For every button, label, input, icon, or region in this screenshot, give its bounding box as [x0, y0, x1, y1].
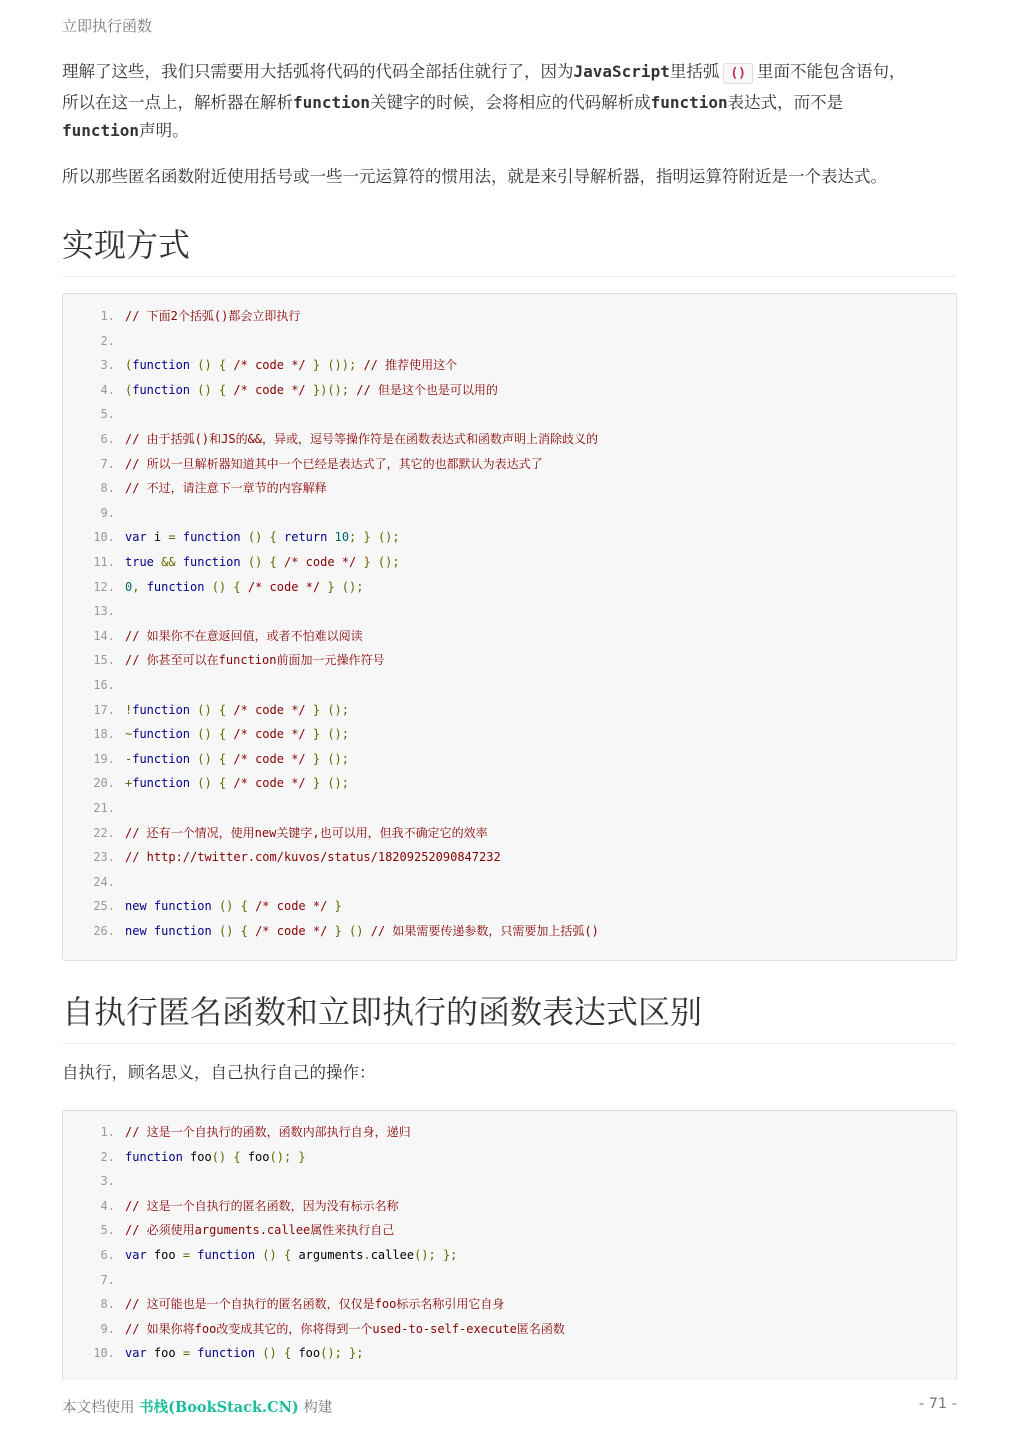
code-line	[63, 675, 956, 695]
code-text: +function () { /* code */ } ();	[125, 776, 349, 791]
code-text: ~function () { /* code */ } ();	[125, 727, 349, 742]
code-line	[63, 503, 956, 523]
code-line	[63, 478, 956, 498]
line-number: 8.	[100, 1297, 115, 1312]
line-number: 12.	[93, 579, 115, 594]
line-number: 15.	[93, 653, 115, 668]
footer-prefix: 本文档使用	[62, 1400, 135, 1416]
line-number: 2.	[100, 333, 115, 348]
code-line	[63, 1245, 956, 1265]
line-number: 3.	[100, 1174, 115, 1189]
line-number: 10.	[93, 1346, 115, 1361]
line-number: 11.	[93, 555, 115, 569]
line-number: 18.	[93, 727, 115, 742]
code-keyword: function	[650, 92, 728, 112]
code-text: // 必须使用arguments.callee属性来执行自己	[125, 1223, 395, 1238]
code-line	[63, 724, 956, 744]
code-keyword: JavaScript	[573, 62, 670, 81]
line-number: 2.	[100, 1149, 115, 1164]
section-heading-difference: 自执行匿名函数和立即执行的函数表达式区别	[62, 987, 957, 1044]
code-line	[63, 454, 956, 474]
line-number: 7.	[100, 1272, 115, 1287]
code-text: // 所以一旦解析器知道其中一个已经是表达式了，其它的也都默认为表达式了	[125, 456, 543, 471]
line-number: 17.	[93, 702, 115, 717]
code-text: // 由于括弧()和JS的&&，异或，逗号等操作符是在函数表达式和函数声明上消除歧义的	[125, 432, 599, 446]
text: 里面不能包含语句，	[756, 62, 906, 81]
code-text: // 还有一个情况，使用new关键字,也可以用，但我不确定它的效率	[125, 825, 488, 840]
code-keyword: function	[62, 121, 140, 140]
inline-code: ()	[723, 63, 753, 84]
line-number: 4.	[100, 382, 115, 397]
code-text: 0, function () { /* code */ } ();	[125, 579, 364, 594]
footer-suffix: 构建	[303, 1400, 333, 1416]
code-line	[63, 404, 956, 424]
code-block-self-execute	[62, 1110, 957, 1380]
line-number: 13.	[93, 604, 115, 619]
code-line	[63, 552, 956, 572]
code-line	[63, 1122, 956, 1142]
code-line	[63, 1270, 956, 1290]
code-line	[63, 331, 956, 351]
code-line	[63, 773, 956, 793]
code-line	[63, 355, 956, 375]
code-line	[63, 1171, 956, 1191]
line-number: 24.	[93, 874, 115, 889]
code-text: true && function () { /* code */ } ();	[125, 555, 400, 569]
code-line	[63, 1343, 956, 1363]
code-line	[63, 527, 956, 547]
code-text: // 这是一个自执行的函数，函数内部执行自身，递归	[125, 1125, 411, 1139]
code-text: (function () { /* code */ })(); // 但是这个也是可以用的	[125, 382, 498, 397]
code-text: // 这可能也是一个自执行的匿名函数，仅仅是foo标示名称引用它自身	[125, 1297, 505, 1312]
code-line	[63, 429, 956, 449]
code-text: // 不过，请注意下一章节的内容解释	[125, 481, 327, 496]
text: 关键字的时候，会将相应的代码解析成	[370, 92, 651, 112]
code-line	[63, 798, 956, 818]
code-line	[63, 1147, 956, 1167]
code-block-implementation	[62, 293, 957, 961]
line-number: 20.	[93, 776, 115, 791]
code-text: function foo() { foo(); }	[125, 1149, 306, 1164]
line-number: 23.	[93, 850, 115, 865]
paragraph-self-execute: 自执行，顾名思义，自己执行自己的操作：	[62, 1063, 376, 1082]
line-number: 6.	[100, 1248, 115, 1262]
code-text: !function () { /* code */ } ();	[125, 702, 349, 717]
code-line	[63, 872, 956, 892]
code-line	[63, 1319, 956, 1339]
footer-brand-link[interactable]: 书栈(BookStack.CN)	[139, 1399, 299, 1416]
code-line	[63, 626, 956, 646]
line-number: 16.	[93, 678, 115, 692]
code-line	[63, 1196, 956, 1216]
code-line	[63, 577, 956, 597]
line-number: 14.	[93, 628, 115, 643]
code-line	[63, 380, 956, 400]
line-number: 9.	[100, 505, 115, 520]
code-line	[63, 700, 956, 720]
code-keyword: function	[293, 92, 371, 112]
paragraph-intro	[62, 58, 957, 146]
footer-credit	[62, 1396, 332, 1417]
code-text: -function () { /* code */ } ();	[125, 751, 349, 766]
text: 声明。	[139, 121, 189, 140]
code-line	[63, 650, 956, 670]
line-number: 5.	[100, 1223, 115, 1238]
code-line	[63, 823, 956, 843]
line-number: 4.	[100, 1198, 115, 1213]
code-line	[63, 601, 956, 621]
code-line	[63, 306, 956, 326]
code-line	[63, 847, 956, 867]
code-line	[63, 1220, 956, 1240]
line-number: 5.	[100, 407, 115, 422]
code-text: new function () { /* code */ }	[125, 899, 342, 914]
code-text: // 如果你不在意返回值，或者不怕难以阅读	[125, 628, 363, 643]
text: 表达式，而不是	[727, 92, 844, 112]
code-text: (function () { /* code */ } ()); // 推荐使用这个	[125, 358, 458, 373]
code-line	[63, 896, 956, 916]
code-line	[63, 1294, 956, 1314]
code-line	[63, 921, 956, 941]
page-number: - 71 -	[918, 1396, 957, 1412]
page-header-title: 立即执行函数	[62, 17, 153, 35]
code-text: // 下面2个括弧()都会立即执行	[125, 309, 301, 323]
code-text: // 这是一个自执行的匿名函数，因为没有标示名称	[125, 1198, 399, 1213]
code-line	[63, 749, 956, 769]
code-text: // http://twitter.com/kuvos/status/18209252090847232	[125, 850, 501, 865]
code-text: var foo = function () { arguments.callee(); };	[125, 1248, 458, 1262]
code-text: // 你甚至可以在function前面加一元操作符号	[125, 653, 385, 668]
line-number: 10.	[93, 530, 115, 545]
line-number: 9.	[100, 1321, 115, 1336]
line-number: 1.	[100, 1125, 115, 1139]
line-number: 19.	[93, 751, 115, 766]
text: 所以在这一点上，解析器在解析	[62, 92, 293, 112]
text: 理解了这些，我们只需要用大括弧将代码的代码全部括住就行了，因为	[62, 62, 574, 81]
code-text: // 如果你将foo改变成其它的，你将得到一个used-to-self-execute匿名函数	[125, 1321, 565, 1336]
code-text: new function () { /* code */ } () // 如果需要传递参数，只需要加上括弧()	[125, 924, 599, 938]
paragraph-explanation: 所以那些匿名函数附近使用括号或一些一元运算符的惯用法，就是来引导解析器，指明运算符附近是一个表达式。	[62, 167, 887, 186]
line-number: 1.	[100, 309, 115, 323]
line-number: 8.	[100, 481, 115, 496]
line-number: 22.	[93, 825, 115, 840]
line-number: 26.	[93, 924, 115, 938]
line-number: 25.	[93, 899, 115, 914]
line-number: 7.	[100, 456, 115, 471]
text: 里括弧	[669, 62, 720, 81]
section-heading-implementation: 实现方式	[62, 220, 957, 277]
line-number: 3.	[100, 358, 115, 373]
code-text: var i = function () { return 10; } ();	[125, 530, 400, 545]
line-number: 6.	[100, 432, 115, 446]
line-number: 21.	[93, 801, 115, 815]
code-text: var foo = function () { foo(); };	[125, 1346, 364, 1361]
